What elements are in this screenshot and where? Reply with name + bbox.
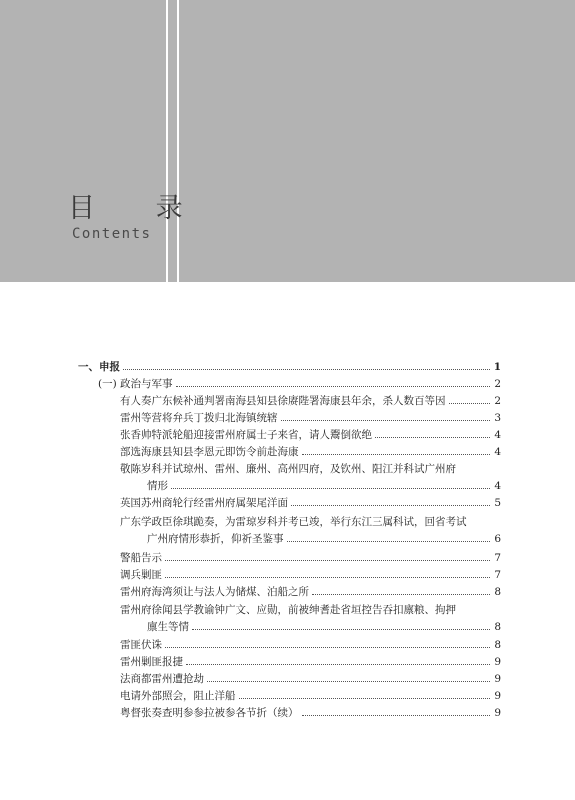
toc-item-first-line[interactable]: 敬陈岁科并试琼州、雷州、廉州、高州四府，及钦州、阳江并科试广州府 xyxy=(120,463,456,475)
toc-item-label: 法商都雷州遭抢劫 xyxy=(120,673,204,685)
dot-leader xyxy=(302,454,491,455)
dot-leader xyxy=(291,505,490,506)
toc-page-number: 9 xyxy=(494,707,501,719)
toc-page-number: 9 xyxy=(494,656,501,668)
page-title: 目 录 xyxy=(68,193,209,224)
dot-leader xyxy=(287,541,491,542)
toc-item-label: 英国苏州商轮行经雷州府属架尾洋面 xyxy=(120,497,288,509)
toc-page-number: 7 xyxy=(494,569,501,581)
toc-subsection-label: (一) 政治与军事 xyxy=(98,378,173,390)
toc-section-label: 一、申报 xyxy=(78,361,120,373)
toc-page-number: 6 xyxy=(494,533,501,545)
dot-leader xyxy=(176,386,490,387)
toc-item-label: 电请外部照会，阻止洋船 xyxy=(120,690,236,702)
toc-item-first-line[interactable]: 雷州府徐闻县学教谕钟广文、应勋，前被绅耆赴省垣控告吞扣廪粮、拘押 xyxy=(120,604,456,616)
toc-item-label: 调兵剿匪 xyxy=(120,569,162,581)
toc-page-number: 2 xyxy=(494,395,501,407)
toc-item-label: 张香帅特派轮船迎接雷州府属士子来省，请人鬻倒欲绝 xyxy=(120,429,372,441)
toc-item-label: 雷州剿匪报捷 xyxy=(120,656,183,668)
toc-page-number: 8 xyxy=(494,621,501,633)
toc-item-first-line[interactable]: 广东学政臣徐琪跪奏，为雷琼岁科并考已竣，举行东江三属科试，回省考试 xyxy=(120,516,467,528)
toc-item-label: 雷州府海湾须让与法人为储煤、泊船之所 xyxy=(120,586,309,598)
toc-page-number: 3 xyxy=(494,412,501,424)
toc-item[interactable] xyxy=(120,586,501,598)
toc-page-number: 4 xyxy=(494,429,501,441)
toc-item[interactable] xyxy=(120,395,501,407)
toc-item[interactable] xyxy=(147,621,501,633)
dot-leader xyxy=(375,437,490,438)
toc-item[interactable] xyxy=(120,690,501,702)
dot-leader xyxy=(281,420,491,421)
toc-page-number: 7 xyxy=(494,552,501,564)
toc-item-label: 粤督张奏查明参参拉被参各节折（续） xyxy=(120,707,299,719)
dot-leader xyxy=(239,698,491,699)
toc-item[interactable] xyxy=(120,707,501,719)
toc-subsection[interactable] xyxy=(98,378,501,390)
toc-item-label: 情形 xyxy=(147,480,168,492)
toc-item[interactable] xyxy=(120,412,501,424)
dot-leader xyxy=(192,629,490,630)
toc-page-number: 9 xyxy=(494,673,501,685)
toc-item[interactable] xyxy=(120,569,501,581)
toc-item-label: 部选海康县知县李恩元即饬令前赴海康 xyxy=(120,446,299,458)
dot-leader xyxy=(165,577,490,578)
dot-leader xyxy=(302,715,491,716)
dot-leader xyxy=(123,369,490,370)
dot-leader xyxy=(207,681,490,682)
toc-item-label: 雷州等营将弁兵丁拨归北海镇统辖 xyxy=(120,412,278,424)
toc-item[interactable] xyxy=(120,673,501,685)
toc-item[interactable] xyxy=(120,429,501,441)
toc-page-number: 2 xyxy=(494,378,501,390)
toc-item[interactable] xyxy=(147,480,501,492)
toc-item-label: 广州府情形恭折，仰祈圣鉴事 xyxy=(147,533,284,545)
dot-leader xyxy=(165,560,490,561)
toc-page-number: 8 xyxy=(494,639,501,651)
toc-item-label: 廪生等情 xyxy=(147,621,189,633)
dot-leader xyxy=(186,664,490,665)
toc-item[interactable] xyxy=(120,639,501,651)
toc-page-number: 4 xyxy=(494,480,501,492)
toc-item[interactable] xyxy=(147,533,501,545)
dot-leader xyxy=(165,647,490,648)
toc-page-number: 4 xyxy=(494,446,501,458)
toc-item-label: 雷匪伏诛 xyxy=(120,639,162,651)
toc-item-label: 警船告示 xyxy=(120,552,162,564)
toc-page-number: 1 xyxy=(493,361,501,373)
toc-item[interactable] xyxy=(120,656,501,668)
toc-page-number: 9 xyxy=(494,690,501,702)
toc-page-number: 5 xyxy=(494,497,501,509)
toc-item[interactable] xyxy=(120,446,501,458)
toc-page-number: 8 xyxy=(494,586,501,598)
page-subtitle: Contents xyxy=(72,226,152,242)
dot-leader xyxy=(171,488,490,489)
toc-item-label: 有人奏广东候补通判署南海县知县徐赓陛署海康县年余，杀人数百等因 xyxy=(120,395,446,407)
toc-section[interactable] xyxy=(78,361,501,373)
dot-leader xyxy=(449,403,491,404)
dot-leader xyxy=(312,594,490,595)
toc-item[interactable] xyxy=(120,497,501,509)
toc-item[interactable] xyxy=(120,552,501,564)
